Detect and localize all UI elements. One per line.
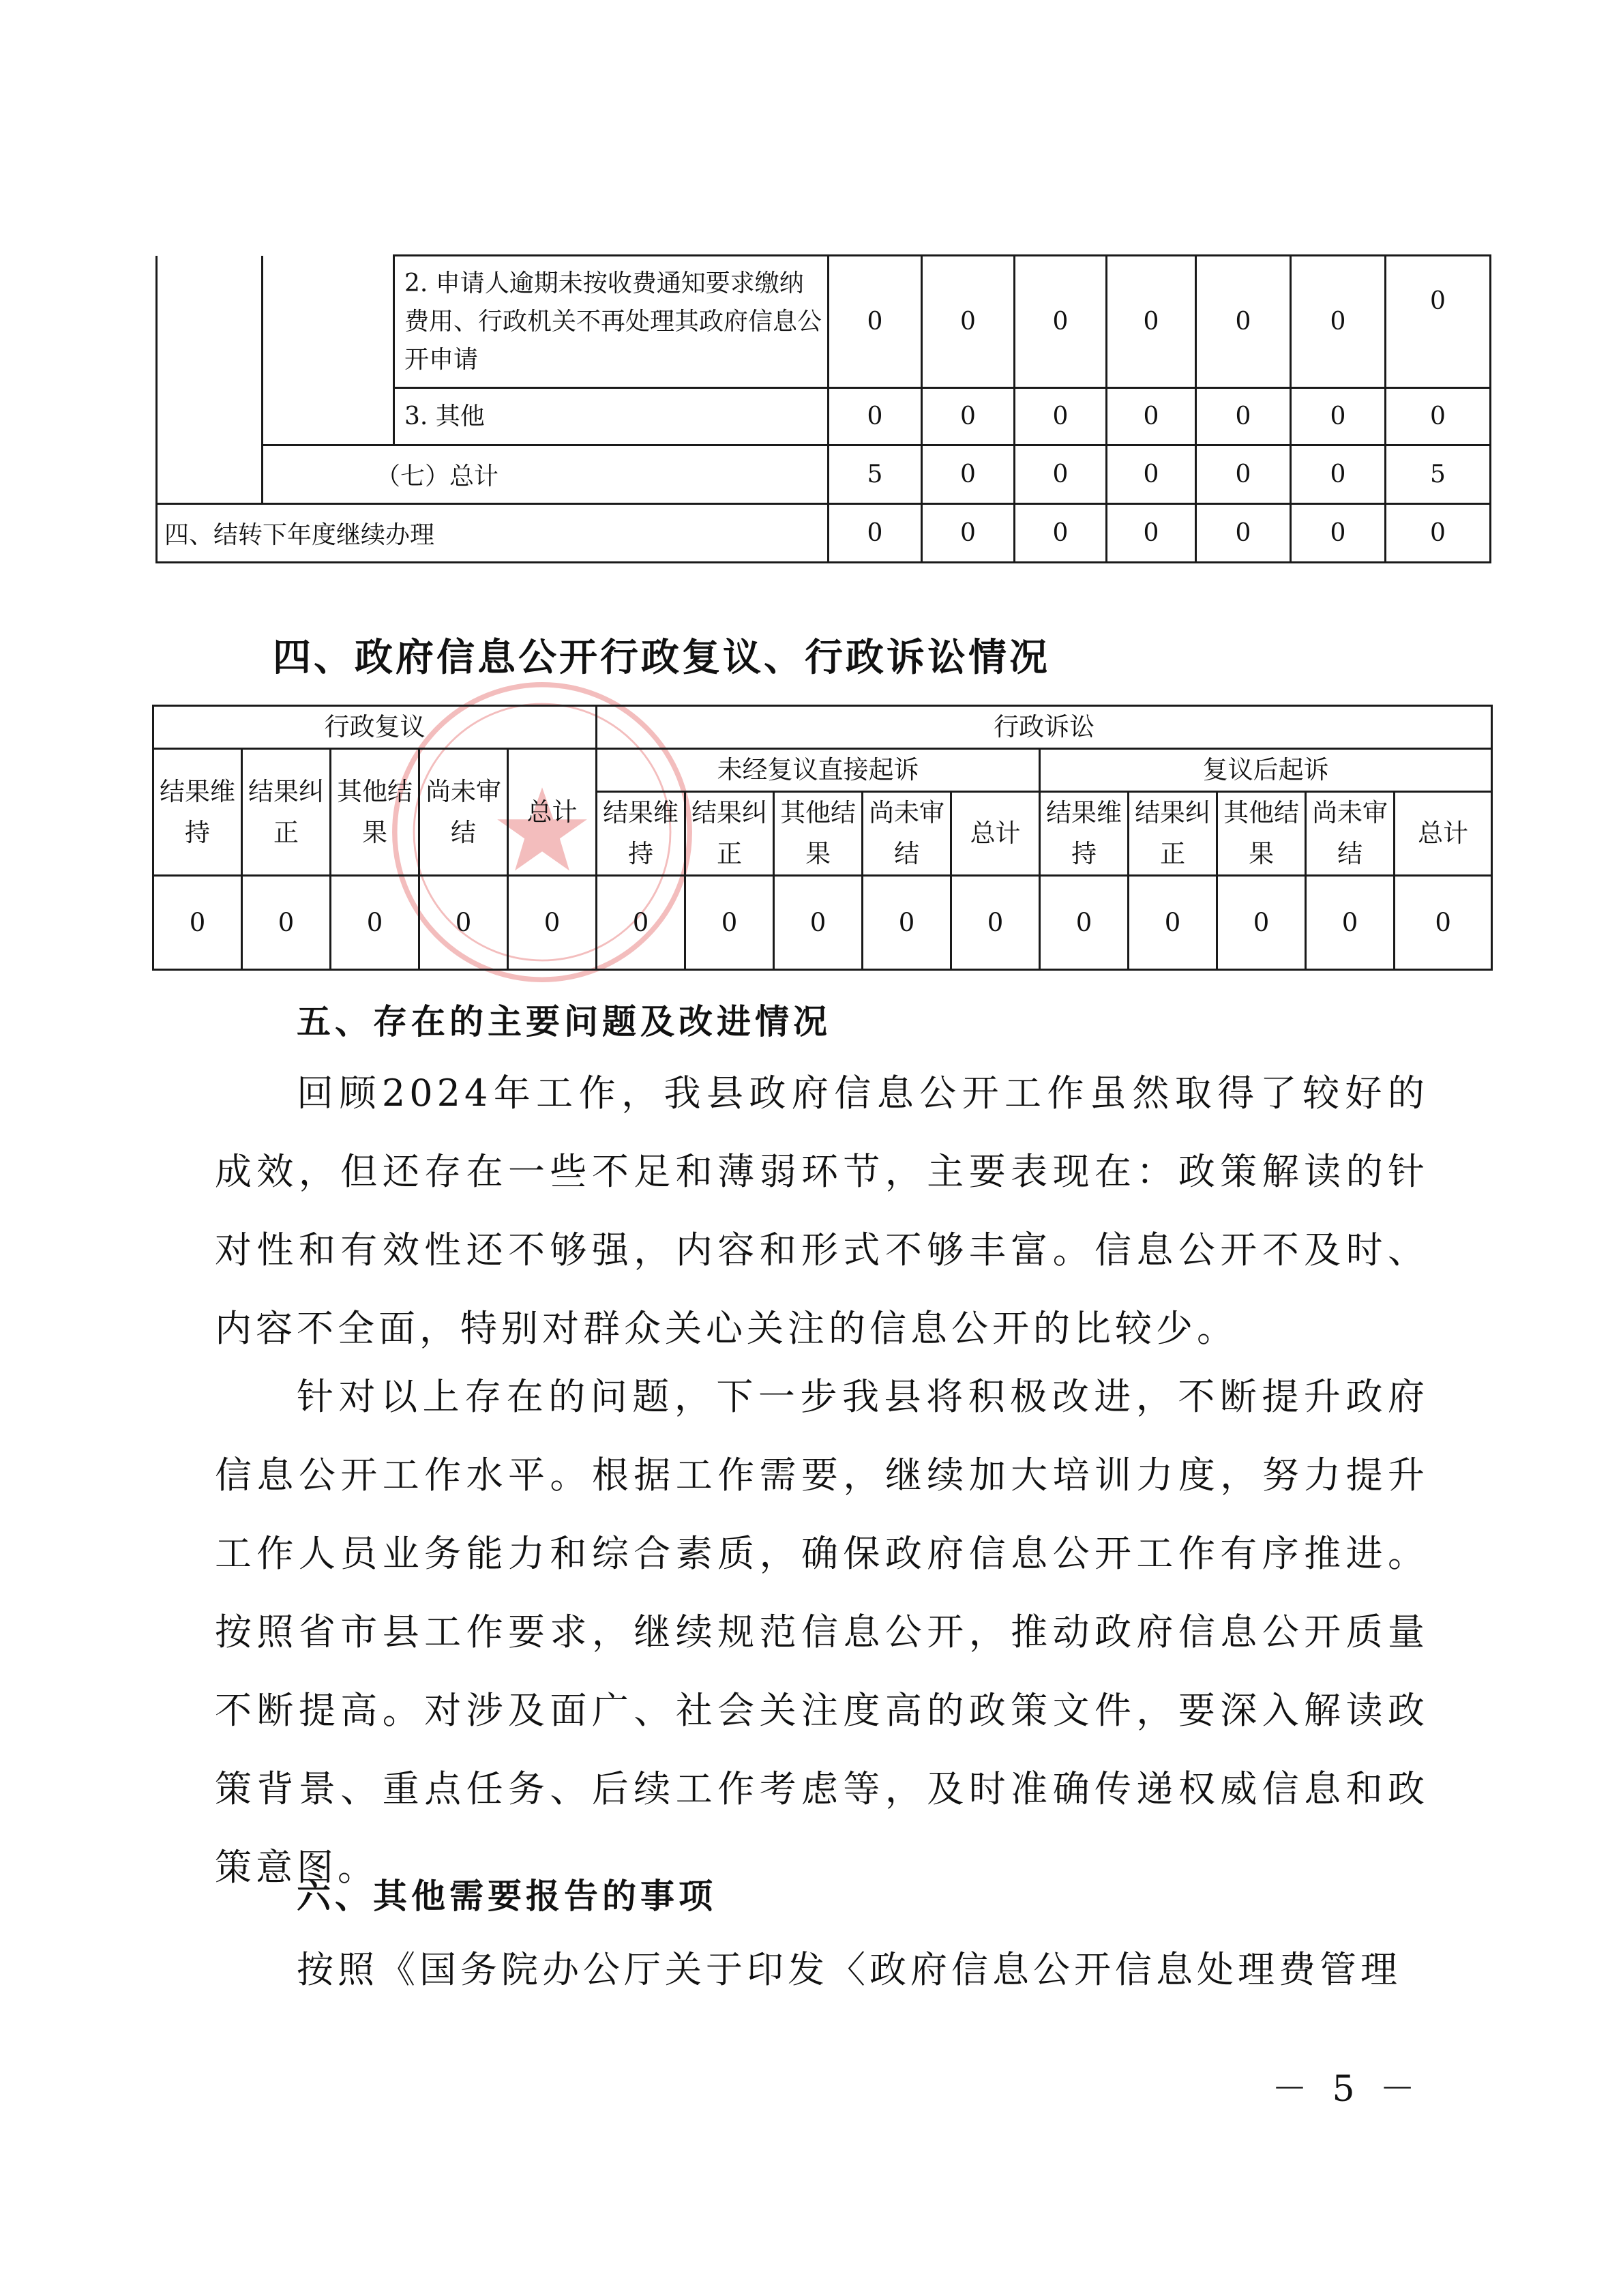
col-header: 结果维持 bbox=[153, 749, 242, 876]
table-cell: 0 bbox=[1107, 445, 1196, 504]
paragraph: 按照《国务院办公厅关于印发〈政府信息公开信息处理费管理 bbox=[297, 1948, 1401, 1991]
col-header: 其他结果 bbox=[331, 749, 419, 876]
table-cell: 0 bbox=[1196, 504, 1291, 563]
table-cell: 0 bbox=[1217, 876, 1306, 970]
table-cell: 0 bbox=[829, 256, 922, 388]
group-header-litigation: 行政诉讼 bbox=[597, 706, 1492, 749]
section-heading: 四、政府信息公开行政复议、行政诉讼情况 bbox=[273, 636, 1050, 680]
table-cell: 0 bbox=[153, 876, 242, 970]
section-heading: 六、其他需要报告的事项 bbox=[297, 1876, 717, 1916]
review-litigation-table bbox=[152, 705, 1493, 971]
paragraph: 针对以上存在的问题，下一步我县将积极改进，不断提升政府信息公开工作水平。根据工作需要，继续加大培训力度，努力提升工作人员业务能力和综合素质，确保政府信息公开工作有序推进。按照省市县工作要求，继续规范信息公开，推动政府信息公开质量不断提高。对涉及面广、社会关注度高的政策文件，要深入解读政策背景、重点任务、后续工作考虑等，及时准确传递权威信息和政策意图。 bbox=[215, 1375, 1429, 1889]
col-header: 结果纠正 bbox=[242, 749, 331, 876]
col-header: 尚未审结 bbox=[1306, 792, 1395, 876]
group-header-review: 行政复议 bbox=[153, 706, 597, 749]
table-cell: 0 bbox=[1306, 876, 1395, 970]
table-cell: 0 bbox=[1107, 504, 1196, 563]
row-label: 3. 其他 bbox=[394, 388, 829, 445]
table-row bbox=[153, 876, 1492, 970]
page-number: － 5 － bbox=[1272, 2069, 1423, 2110]
table-cell: 0 bbox=[242, 876, 331, 970]
col-header: 结果维持 bbox=[1040, 792, 1129, 876]
table-cell: 0 bbox=[922, 445, 1015, 504]
table-cell: 0 bbox=[685, 876, 774, 970]
table-cell: 0 bbox=[1386, 256, 1491, 388]
table-cell: 0 bbox=[1196, 256, 1291, 388]
col-header: 尚未审结 bbox=[419, 749, 508, 876]
table-cell: 0 bbox=[1395, 876, 1492, 970]
table-cell: 0 bbox=[829, 504, 922, 563]
table-cell: 0 bbox=[951, 876, 1040, 970]
table-cell: 0 bbox=[1015, 388, 1107, 445]
table-cell: 0 bbox=[1107, 256, 1196, 388]
table-row bbox=[157, 256, 1491, 388]
table-cell: 0 bbox=[922, 504, 1015, 563]
section-heading: 五、存在的主要问题及改进情况 bbox=[297, 1002, 831, 1042]
row-label: 四、结转下年度继续办理 bbox=[157, 504, 829, 563]
table-cell: 0 bbox=[1107, 388, 1196, 445]
table-cell: 0 bbox=[1040, 876, 1129, 970]
subgroup-header-direct: 未经复议直接起诉 bbox=[597, 749, 1040, 792]
col-header: 其他结果 bbox=[774, 792, 863, 876]
col-header: 尚未审结 bbox=[863, 792, 951, 876]
col-header: 总计 bbox=[951, 792, 1040, 876]
table-cell: 0 bbox=[1291, 388, 1386, 445]
table-cell: 0 bbox=[922, 388, 1015, 445]
table-cell: 0 bbox=[1196, 445, 1291, 504]
col-header: 结果纠正 bbox=[1129, 792, 1217, 876]
table-cell: 5 bbox=[829, 445, 922, 504]
table-cell: 0 bbox=[1291, 256, 1386, 388]
row-label: （七）总计 bbox=[263, 445, 829, 504]
table-cell: 0 bbox=[1196, 388, 1291, 445]
table-cell: 0 bbox=[829, 388, 922, 445]
table-cell: 0 bbox=[1015, 445, 1107, 504]
subgroup-header-after: 复议后起诉 bbox=[1040, 749, 1492, 792]
paragraph: 回顾2024年工作，我县政府信息公开工作虽然取得了较好的成效，但还存在一些不足和薄弱环节，主要表现在：政策解读的针对性和有效性还不够强，内容和形式不够丰富。信息公开不及时、内容不全面，特别对群众关心关注的信息公开的比较少。 bbox=[215, 1072, 1429, 1350]
row-label: 2. 申请人逾期未按收费通知要求缴纳费用、行政机关不再处理其政府信息公开申请 bbox=[394, 256, 829, 388]
table-cell: 0 bbox=[508, 876, 597, 970]
table-cell: 0 bbox=[597, 876, 685, 970]
table-row bbox=[157, 504, 1491, 563]
table-cell: 0 bbox=[922, 256, 1015, 388]
table-cell: 0 bbox=[419, 876, 508, 970]
col-header: 结果纠正 bbox=[685, 792, 774, 876]
table-cell: 0 bbox=[1386, 504, 1491, 563]
table-cell: 0 bbox=[331, 876, 419, 970]
table-cell: 0 bbox=[1386, 388, 1491, 445]
table-cell: 0 bbox=[863, 876, 951, 970]
col-header: 总计 bbox=[508, 749, 597, 876]
col-header: 其他结果 bbox=[1217, 792, 1306, 876]
table-cell: 0 bbox=[1129, 876, 1217, 970]
application-handling-table bbox=[155, 254, 1491, 563]
table-cell: 0 bbox=[1291, 445, 1386, 504]
col-header: 总计 bbox=[1395, 792, 1492, 876]
table-cell: 5 bbox=[1386, 445, 1491, 504]
table-cell: 0 bbox=[774, 876, 863, 970]
col-header: 结果维持 bbox=[597, 792, 685, 876]
table-cell: 0 bbox=[1291, 504, 1386, 563]
table-cell: 0 bbox=[1015, 504, 1107, 563]
table-cell: 0 bbox=[1015, 256, 1107, 388]
table-row bbox=[157, 445, 1491, 504]
